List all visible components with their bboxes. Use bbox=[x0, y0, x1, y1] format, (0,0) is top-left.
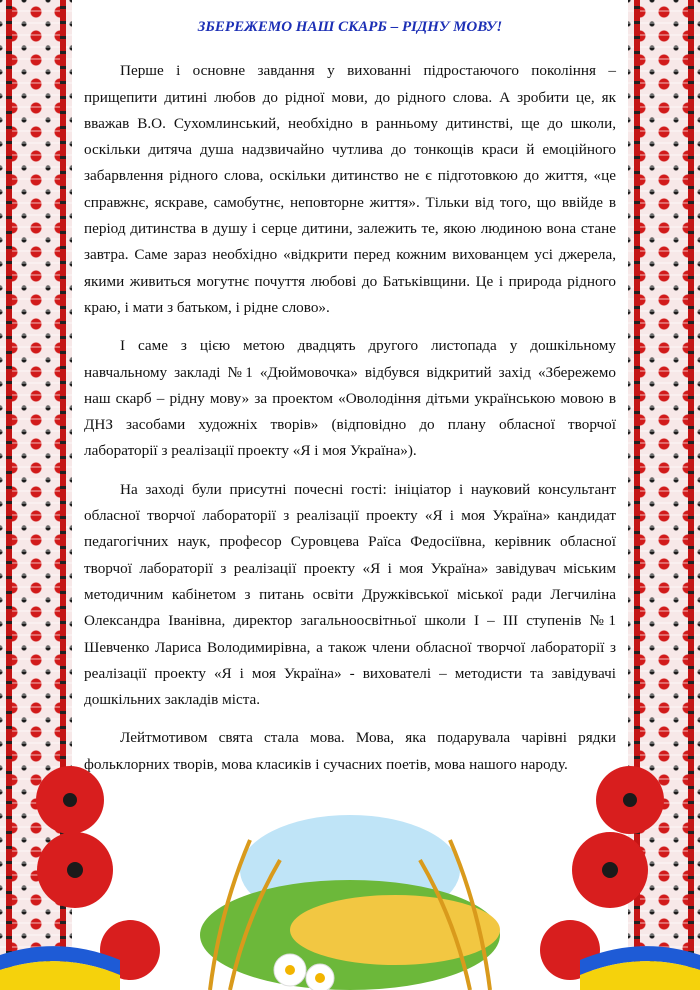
article bbox=[84, 10, 616, 790]
paragraph-3: На заході були присутні почесні гості: ініціатор і науковий консультант обласної творчої лабораторії з реалізації проекту «Я і моя Україна» кандидат педагогічних наук, професор Суровцева Раїса Федосіївна, керівник обласної творчої лабораторії з реалізації проекту «Я і моя Україна» завідувач міським методичним кабінетом з питань освіти Дружківської міської ради Легчиліна Олександра Іванівна, директор загальноосвітньої школи І – ІІІ ступенів №1 Шевченко Лариса Володимирівна, а також члени обласної творчої лабораторії з реалізації проекту «Я і моя Україна» - вихователі – методисти та завідувачі дошкільних закладів міста. bbox=[84, 480, 616, 709]
decorative-footer bbox=[0, 760, 700, 990]
page-title: ЗБЕРЕЖЕМО НАШ СКАРБ – РІДНУ МОВУ! bbox=[197, 19, 503, 35]
paragraph-2: І саме з цією метою двадцять другого листопада у дошкільному навчальному закладі №1 «Дюймовочка» відбувся відкритий захід «Збережемо наш скарб – рідну мову» за проектом «Оволодіння дітьми українською мовою в ДНЗ засобами художніх творів» (відповідно до плану обласної творчої лабораторії з реалізації проекту «Я і моя Україна»). bbox=[84, 337, 616, 460]
field-yellow bbox=[290, 895, 500, 965]
paragraph-4: Лейтмотивом свята стала мова. Мова, яка подарувала чарівні рядки фольклорних творів, мова класиків і сучасних поетів, мова нашого народу. bbox=[84, 729, 616, 773]
paragraph-1: Перше і основне завдання у вихованні підростаючого покоління – прищепити дитині любов до рідної мови, до рідного слова. А зробити це, як вважав В.О. Сухомлинський, необхідно в ранньому дитинстві, ще до школи, оскільки дитяча душа надзвичайно чутлива до тонкощів краси й емоційного забарвлення рідного слова, оскільки дитинство не є підготовкою до життя, «це справжнє, яскраве, самобутнє, неповторне життя». Тільки від того, що ввійде в період дитинства в душу і серце дитини, залежить те, якою людиною вона стане завтра. Саме зараз необхідно «відкрити перед кожним вихованцем усі джерела, якими живиться могутнє почуття любові до Батьківщини. Це і природа рідного краю, і мати з батьком, і рідне слово». bbox=[84, 62, 616, 316]
